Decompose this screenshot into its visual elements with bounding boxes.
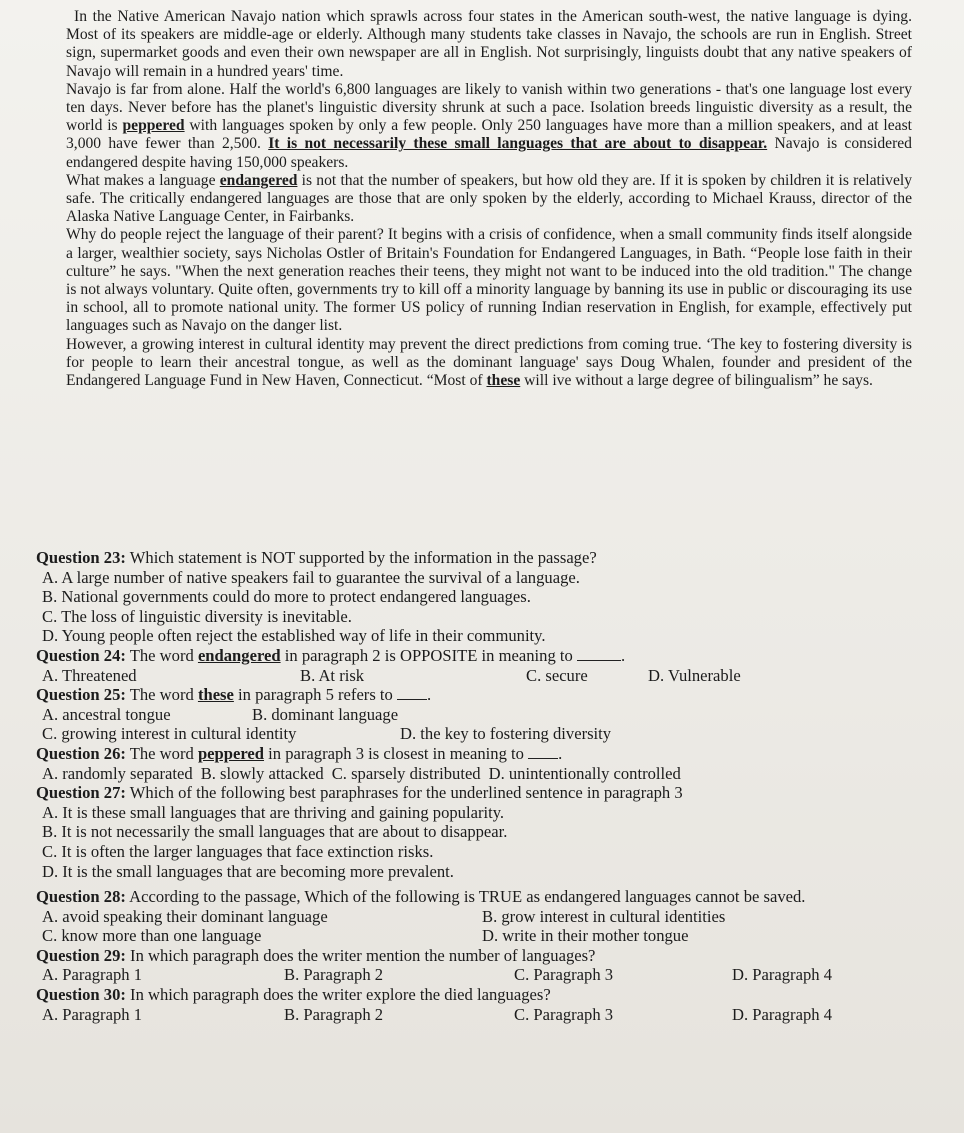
option[interactable]: A. ancestral tongue — [42, 704, 171, 724]
option[interactable]: D. Paragraph 4 — [732, 965, 832, 985]
option[interactable]: A. It is these small languages that are thriving and gaining popularity. — [42, 802, 505, 822]
option[interactable]: C. know more than one language — [42, 926, 262, 946]
options-row — [36, 1005, 916, 1025]
question-27: Question 27: Which of the following best paraphrases for the underlined sentence in paragraph 3 — [36, 783, 683, 803]
options-row — [36, 926, 916, 946]
paragraph-3: What makes a language endangered is not that the number of speakers, but how old they are. If it is spoken by children it is relatively safe. The critically endangered languages are those that are only spoken by the elderly, according to Michael Krauss, director of the Alaska Native Language Center, in Fairbanks. — [66, 171, 913, 226]
question-29: Question 29: In which paragraph does the writer mention the number of languages? — [36, 945, 596, 965]
questions-section — [36, 548, 916, 1024]
options-row — [36, 965, 916, 985]
options-row — [36, 907, 916, 927]
paragraph-1: In the Native American Navajo nation which sprawls across four states in the American south-west, the native language is dying. Most of its speakers are middle-age or elderly. Although many students take classes in Navajo, the schools are run in English. Street sign, supermarket goods and even their own newspaper are all in English. Not surprisingly, linguists doubt that any native speakers of Navajo will remain in a hundred years' time. — [66, 8, 912, 80]
options-row — [36, 666, 916, 686]
answer-blank — [528, 746, 558, 759]
option[interactable]: C. Paragraph 3 — [514, 965, 614, 985]
option[interactable]: D. the key to fostering diversity — [400, 724, 612, 744]
reading-passage — [66, 8, 912, 390]
question-30: Question 30: In which paragraph does the writer explore the died languages? — [36, 985, 551, 1005]
paragraph-4: Why do people reject the language of their parent? It begins with a crisis of confidence, when a small community finds itself alongside a larger, wealthier society, says Nicholas Ostler of Britain's Foundation for Endangered Languages, in Bath. “People lose faith in their culture” he says. "When the next generation reaches their teens, they might not want to be induced into the old tradition." The change is not always voluntary. Quite often, governments try to kill off a minority language by banning its use in public or discouraging its use in school, all to promote national unity. The former US policy of running Indian reservation in English, for example, effectively put languages such as Navajo on the danger list. — [66, 226, 912, 335]
option[interactable]: D. unintentionally controlled — [488, 763, 681, 783]
option[interactable]: A. Paragraph 1 — [42, 965, 142, 985]
option[interactable]: A. A large number of native speakers fail to guarantee the survival of a language. — [42, 567, 580, 587]
option[interactable]: B. At risk — [300, 665, 365, 685]
paragraph-2: Navajo is far from alone. Half the world's 6,800 languages are likely to vanish within two generations - that's one language lost every ten days. Never before has the planet's linguistic diversity shrunk at such a pace. Isolation breeds linguistic diversity as a result, the world is peppered with languages spoken by only a few people. Only 250 languages have more than a million speakers, and at least 3,000 have fewer than 2,500. It is not necessarily these small languages that are about to disappear. Navajo is considered endangered despite having 150,000 speakers. — [66, 80, 912, 171]
option[interactable]: B. dominant language — [252, 704, 399, 724]
option[interactable]: D. Paragraph 4 — [732, 1004, 832, 1024]
option[interactable]: B. grow interest in cultural identities — [482, 906, 726, 926]
options-row — [36, 724, 916, 744]
word-endangered: endangered — [219, 171, 298, 189]
option[interactable]: C. secure — [526, 665, 588, 685]
option[interactable]: A. randomly separated — [42, 763, 193, 783]
paragraph-5: However, a growing interest in cultural identity may prevent the direct predictions from coming true. ‘The key to fostering diversity is for people to learn their ancestral tongue, as well as the dominant language' says Doug Whalen, founder and president of the Endangered Language Fund in New Haven, Connecticut. “Most of these will ive without a large degree of bilingualism” he says. — [66, 335, 912, 390]
options-row — [36, 764, 916, 784]
question-23: Question 23: Which statement is NOT supported by the information in the passage? — [36, 548, 597, 567]
word-these: these — [486, 372, 521, 390]
option[interactable]: A. Paragraph 1 — [42, 1004, 142, 1024]
option[interactable]: B. National governments could do more to protect endangered languages. — [42, 587, 531, 607]
option[interactable]: C. growing interest in cultural identity — [42, 724, 297, 744]
answer-blank — [397, 687, 427, 700]
options-row — [36, 705, 916, 725]
option[interactable]: C. The loss of linguistic diversity is inevitable. — [42, 606, 352, 626]
option[interactable]: B. It is not necessarily the small languages that are about to disappear. — [42, 822, 508, 842]
option[interactable]: B. Paragraph 2 — [284, 965, 384, 985]
question-28: Question 28: According to the passage, Which of the following is TRUE as endangered languages cannot be saved. — [36, 887, 806, 907]
question-26: Question 26: The word peppered in paragraph 3 is closest in meaning to . — [36, 743, 563, 763]
option[interactable]: D. write in their mother tongue — [482, 926, 689, 946]
answer-blank — [577, 648, 621, 661]
option[interactable]: D. It is the small languages that are becoming more prevalent. — [42, 861, 454, 881]
option[interactable]: C. It is often the larger languages that face extinction risks. — [42, 841, 434, 861]
option[interactable]: B. Paragraph 2 — [284, 1004, 384, 1024]
option[interactable]: C. sparsely distributed — [331, 763, 481, 783]
word-peppered: peppered — [122, 117, 185, 135]
option[interactable]: D. Young people often reject the established way of life in their community. — [42, 626, 546, 646]
option[interactable]: C. Paragraph 3 — [514, 1004, 614, 1024]
option[interactable]: D. Vulnerable — [648, 665, 741, 685]
question-24: Question 24: The word endangered in paragraph 2 is OPPOSITE in meaning to . — [36, 645, 626, 665]
question-25: Question 25: The word these in paragraph 5 refers to . — [36, 685, 432, 705]
underlined-sentence: It is not necessarily these small languages that are about to disappear. — [268, 135, 768, 153]
option[interactable]: A. avoid speaking their dominant language — [42, 906, 328, 926]
option[interactable]: B. slowly attacked — [200, 763, 324, 783]
option[interactable]: A. Threatened — [42, 665, 137, 685]
